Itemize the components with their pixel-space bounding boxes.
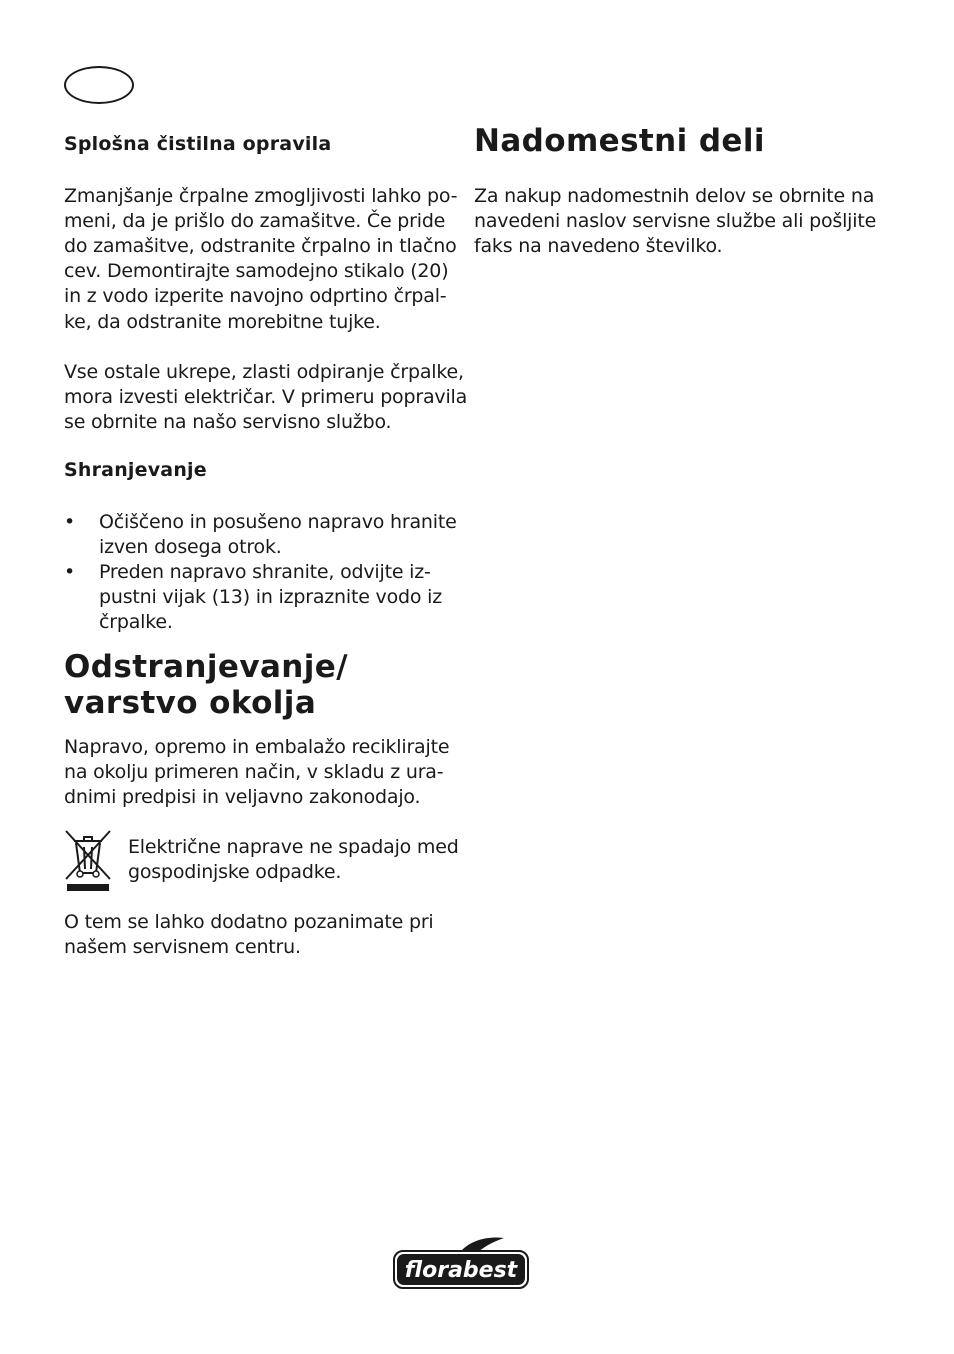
text-line: dnimi predpisi in veljavno zakonodajo. [64, 786, 421, 808]
text-line: Električne naprave ne spadajo med [128, 836, 459, 858]
text-line: faks na navedeno številko. [474, 235, 723, 257]
text-line: našem servisnem centru. [64, 936, 301, 958]
text-line: Zmanjšanje črpalne zmogljivosti lahko po- [64, 185, 458, 207]
bullet-marker: • [64, 511, 76, 533]
text-line: Vse ostale ukrepe, zlasti odpiranje črpalke, [64, 361, 464, 383]
text-line: O tem se lahko dodatno pozanimate pri [64, 911, 434, 933]
text-line: ke, da odstranite morebitne tujke. [64, 311, 381, 333]
logo-text: florabest [404, 1258, 518, 1283]
section-heading-general-cleaning: Splošna čistilna opravila [64, 133, 332, 155]
text-line: na okolju primeren način, v skladu z ura- [64, 761, 444, 783]
section-heading-disposal-line2: varstvo okolja [64, 685, 317, 721]
text-line: mora izvesti električar. V primeru popravila [64, 386, 468, 408]
bullet-line: izven dosega otrok. [99, 536, 282, 558]
section-heading-disposal-line1: Odstranjevanje/ [64, 649, 348, 685]
text-line: Napravo, opremo in embalažo reciklirajte [64, 736, 450, 758]
text-line: cev. Demontirajte samodejno stikalo (20) [64, 260, 449, 282]
language-code-oval [64, 66, 134, 104]
bullet-line: Preden napravo shranite, odvijte iz- [99, 561, 431, 583]
text-line: in z vodo izperite navojno odprtino črpal- [64, 285, 447, 307]
text-line: Za nakup nadomestnih delov se obrnite na [474, 185, 875, 207]
text-line: se obrnite na našo servisno službo. [64, 411, 392, 433]
text-line: gospodinjske odpadke. [128, 861, 342, 883]
text-line: meni, da je prišlo do zamašitve. Če pride [64, 210, 446, 232]
bullet-line: pustni vijak (13) in izpraznite vodo iz [99, 586, 442, 608]
bullet-line: Očiščeno in posušeno napravo hranite [99, 511, 457, 533]
section-heading-storage: Shranjevanje [64, 459, 207, 481]
bullet-marker: • [64, 561, 76, 583]
weee-crossed-bin-icon [64, 829, 112, 893]
bullet-line: črpalke. [99, 611, 173, 633]
text-line: navedeni naslov servisne službe ali pošljite [474, 210, 877, 232]
florabest-logo [392, 1236, 530, 1290]
text-line: do zamašitve, odstranite črpalno in tlačno [64, 235, 457, 257]
section-heading-spare-parts: Nadomestni deli [474, 123, 765, 159]
